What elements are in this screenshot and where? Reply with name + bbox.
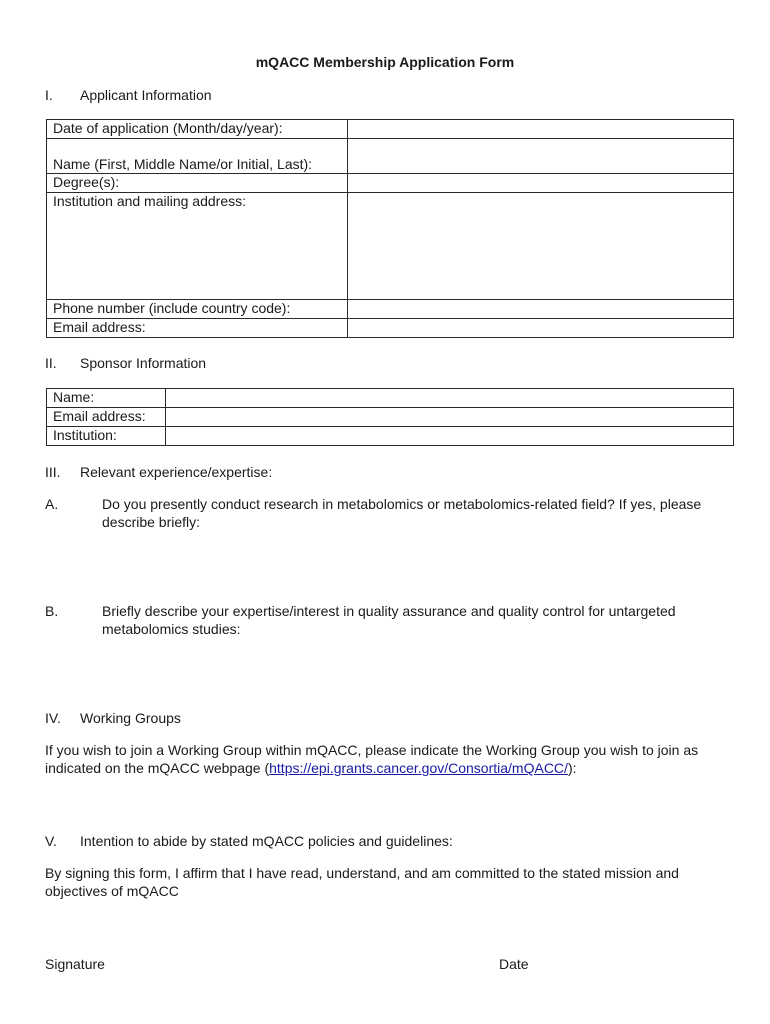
degrees-label: Degree(s):: [47, 174, 348, 193]
table-row: [47, 120, 734, 139]
question-a-answer[interactable]: [102, 536, 736, 600]
phone-number-input[interactable]: [348, 300, 733, 316]
institution-address-field[interactable]: [348, 193, 734, 300]
section-4-number: IV.: [45, 710, 61, 726]
question-b-answer[interactable]: [102, 643, 736, 707]
date-label: Date: [499, 956, 529, 972]
sponsor-institution-input[interactable]: [166, 427, 733, 443]
mqacc-webpage-link[interactable]: https://epi.grants.cancer.gov/Consortia/mQACC/: [269, 760, 568, 776]
sponsor-institution-label: Institution:: [47, 427, 166, 446]
section-5-number: V.: [45, 833, 57, 849]
sponsor-email-label: Email address:: [47, 408, 166, 427]
working-groups-line-2-suffix: ):: [567, 760, 577, 776]
applicant-name-input[interactable]: [348, 139, 733, 155]
date-of-application-label: Date of application (Month/day/year):: [47, 120, 348, 139]
applicant-info-table: [46, 119, 734, 338]
table-row: [47, 174, 734, 193]
working-groups-line-2: [45, 759, 577, 777]
applicant-email-label: Email address:: [47, 319, 348, 338]
institution-address-input[interactable]: [348, 193, 733, 299]
sponsor-name-input[interactable]: [166, 389, 733, 405]
section-1-number: I.: [45, 87, 53, 103]
table-row: [47, 139, 734, 174]
applicant-name-field[interactable]: [348, 139, 734, 174]
table-row: [47, 408, 734, 427]
working-groups-line-2-prefix: indicated on the mQACC webpage (: [45, 760, 270, 776]
phone-number-label: Phone number (include country code):: [47, 300, 348, 319]
date-of-application-input[interactable]: [348, 120, 733, 136]
institution-address-label: Institution and mailing address:: [47, 193, 348, 300]
applicant-email-field[interactable]: [348, 319, 734, 338]
question-a-line-2: describe briefly:: [102, 514, 201, 530]
degrees-input[interactable]: [348, 174, 733, 190]
question-a-line-1: Do you presently conduct research in metabolomics or metabolomics-related field? If yes, please: [102, 496, 702, 512]
question-b-letter: B.: [45, 603, 59, 619]
sponsor-name-label: Name:: [47, 389, 166, 408]
section-1-heading: Applicant Information: [80, 87, 212, 103]
table-row: [47, 193, 734, 300]
table-row: [47, 427, 734, 446]
sponsor-email-field[interactable]: [166, 408, 734, 427]
sponsor-info-table: [46, 388, 734, 446]
section-3-number: III.: [45, 464, 61, 480]
section-4-heading: Working Groups: [80, 710, 181, 726]
section-2-number: II.: [45, 355, 57, 371]
signature-label: Signature: [45, 956, 105, 972]
question-b-line-1: Briefly describe your expertise/interest in quality assurance and quality control for untargeted: [102, 603, 676, 619]
affirmation-line-2: objectives of mQACC: [45, 883, 179, 899]
sponsor-name-field[interactable]: [166, 389, 734, 408]
working-groups-line-1: If you wish to join a Working Group within mQACC, please indicate the Working Group you wish to join as: [45, 742, 699, 758]
phone-number-field[interactable]: [348, 300, 734, 319]
applicant-name-label: Name (First, Middle Name/or Initial, Last):: [47, 139, 348, 174]
section-3-heading: Relevant experience/expertise:: [80, 464, 273, 480]
degrees-field[interactable]: [348, 174, 734, 193]
table-row: [47, 389, 734, 408]
affirmation-line-1: By signing this form, I affirm that I have read, understand, and am committed to the stated mission and: [45, 865, 679, 881]
section-5-heading: Intention to abide by stated mQACC policies and guidelines:: [80, 833, 453, 849]
sponsor-email-input[interactable]: [166, 408, 733, 424]
form-title: mQACC Membership Application Form: [255, 54, 515, 70]
working-group-answer[interactable]: [45, 782, 736, 828]
sponsor-institution-field[interactable]: [166, 427, 734, 446]
section-2-heading: Sponsor Information: [80, 355, 207, 371]
table-row: [47, 319, 734, 338]
question-a-letter: A.: [45, 496, 59, 512]
date-of-application-field[interactable]: [348, 120, 734, 139]
table-row: [47, 300, 734, 319]
applicant-email-input[interactable]: [348, 319, 733, 335]
question-b-line-2: metabolomics studies:: [102, 621, 241, 637]
